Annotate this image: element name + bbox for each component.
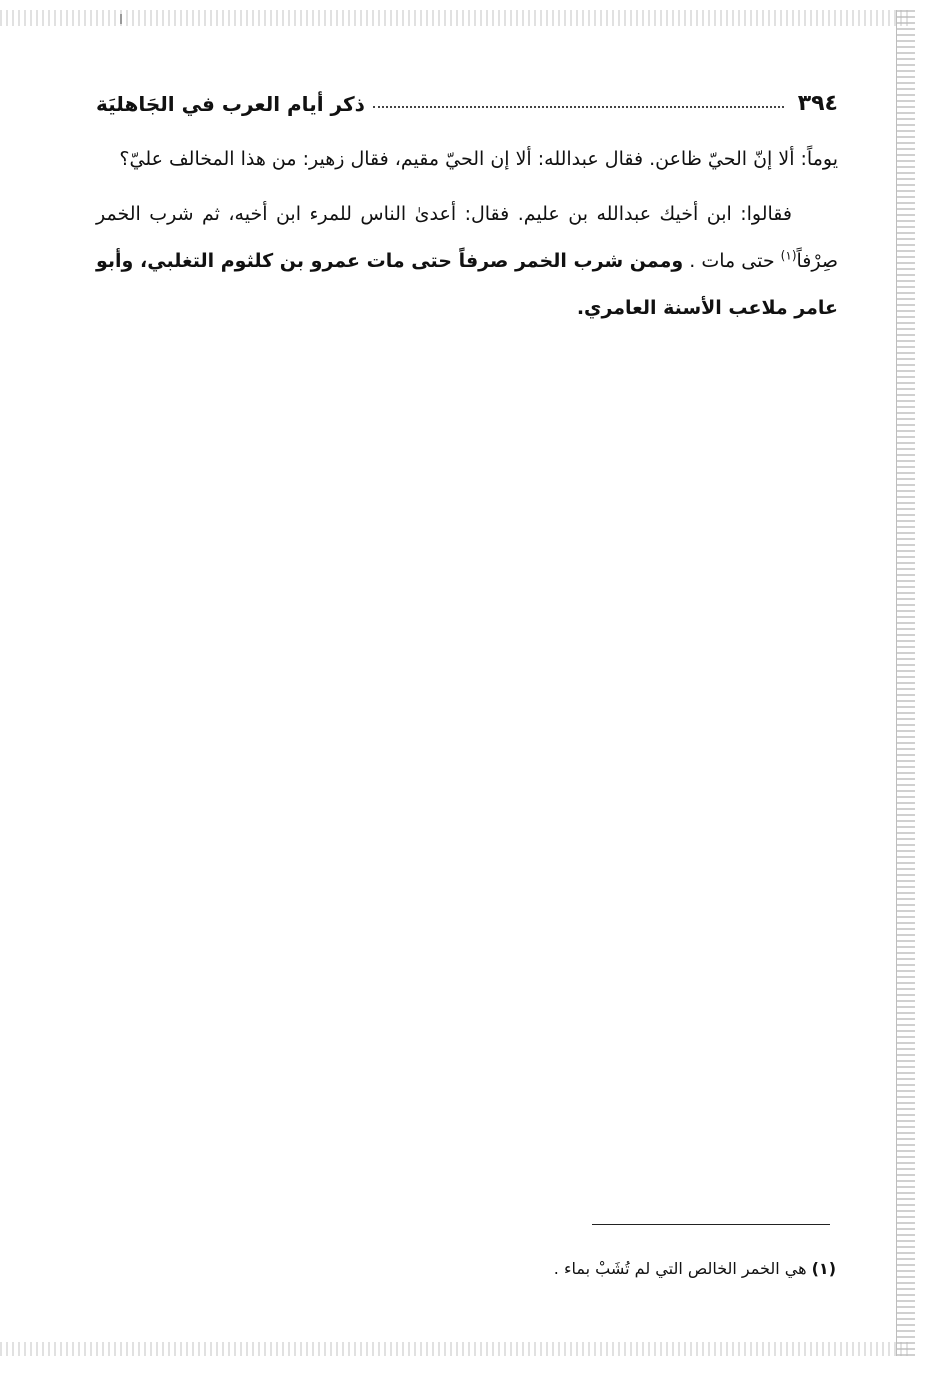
page-frame-bottom-border xyxy=(0,1342,912,1356)
paragraph-2-text-b: حتى مات . xyxy=(683,250,781,272)
page-frame-top-border xyxy=(0,10,912,26)
paragraph-1: يوماً: ألا إنّ الحيّ ظاعن. فقال عبدالله: ألا إن الحيّ مقيم، فقال زهير: من هذا المخالف عليّ؟ xyxy=(119,148,838,170)
running-title: ذكر أيام العرب في الجَاهليَة xyxy=(96,92,365,116)
page-frame-mark xyxy=(120,14,122,24)
paragraph-2-bold-text: وممن شرب الخمر صرفاً حتى مات xyxy=(366,250,684,272)
footnote-number: (١) xyxy=(811,1259,836,1278)
paragraph-2-text-c: عمرو بن كلثوم التغلبي، وأبو عامر ملاعب الأسنة العامري. xyxy=(96,250,838,319)
paragraph-2-text-a: فقالوا: ابن أخيك عبدالله بن عليم. فقال: أعدىٰ الناس للمرء ابن أخيه، ثم شرب الخمر صِرْفاً xyxy=(96,203,838,272)
running-header xyxy=(96,80,838,116)
footnote-separator xyxy=(592,1224,830,1225)
header-dotted-leader xyxy=(373,105,784,108)
paragraph-2 xyxy=(96,191,838,332)
main-text xyxy=(96,136,838,340)
page-number: ٣٩٤ xyxy=(797,91,838,116)
page-frame-right-border xyxy=(896,10,915,1356)
footnote-reference[interactable]: (١) xyxy=(780,248,797,263)
footnote xyxy=(396,1256,836,1282)
footnote-text: هي الخمر الخالص التي لم تُشَبْ بماء . xyxy=(553,1259,807,1278)
